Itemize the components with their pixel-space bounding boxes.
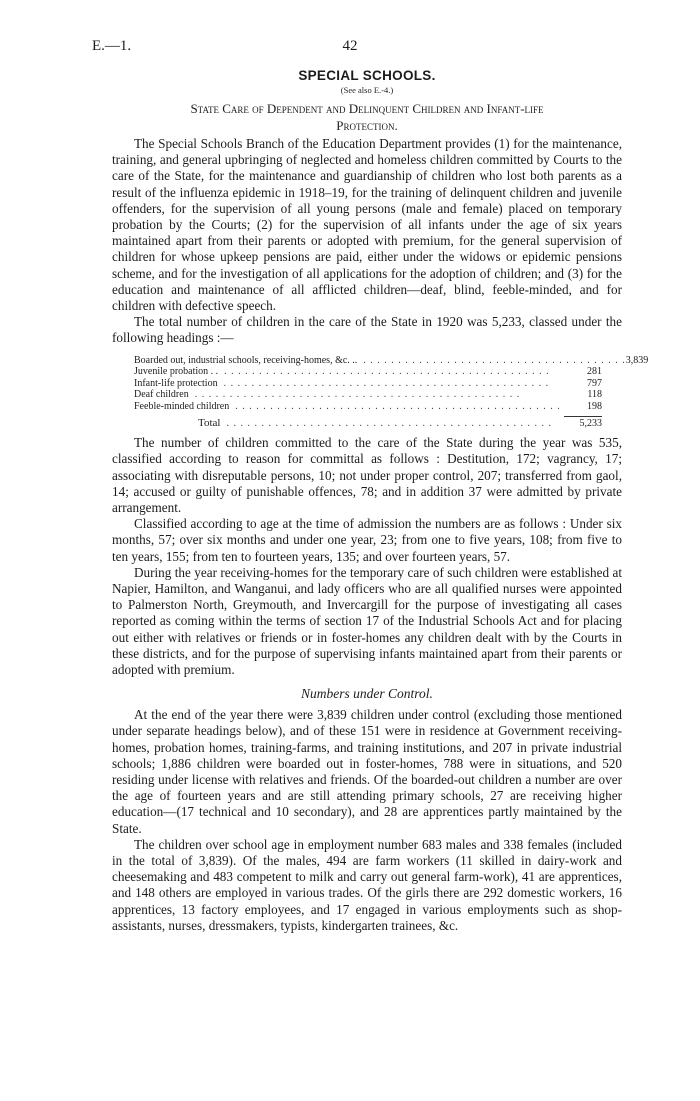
table-row-value: 198: [587, 401, 602, 413]
paragraph-total-children: The total number of children in the care of the State in 1920 was 5,233, classed under the following headings :—: [112, 314, 622, 346]
table-row: [134, 354, 649, 367]
table-total-row: [134, 418, 602, 430]
page-header-code: E.—1.: [92, 38, 132, 54]
see-also-note: (See also E.-4.): [340, 85, 394, 95]
subtitle-line-2: Protection.: [336, 118, 398, 133]
section-heading: Numbers under Control.: [301, 686, 433, 702]
table-row-label: Deaf children: [134, 389, 189, 401]
paragraph-branch-provisions: The Special Schools Branch of the Education Department provides (1) for the maintenance, training, and general upbringing of neglected and homeless children committed by Courts to the care of the State, for the maintenance and guardianship of children who lost both parents as a result of the influenza epidemic in 1918–19, for the training of delinquent children and juvenile offenders, for the supervision of all young persons (male and female) placed on temporary probation by the Courts; (2) for the supervision of all infants under the age of six years maintained apart from their parents or adopted with premium, for the general supervision of children for whose upkeep pensions are paid, either under the widows or epidemic pensions scheme, and for the investigation of all applications for the adoption of children; and (3) for the education and maintenance of all afflicted children—deaf, blind, feeble-minded, and for children with defective speech.: [112, 136, 622, 314]
table-row-value: 3,839: [625, 354, 649, 366]
paragraph-numbers-under-control: At the end of the year there were 3,839 children under control (excluding those mentioned under separate headings below), and of these 151 were in residence at Government receiving-homes, probation homes, training-farms, and training institutions, and 207 in private industrial schools; 1,886 children were boarded out in foster-homes, 788 were in situations, and 520 residing under license with relatives and friends. Of the boarded-out children a number are over the age of fourteen years and are still attending primary schools, 27 are receiving higher education—(17 technical and 10 secondary), and 28 are apprentices partly maintained by the State.: [112, 707, 622, 836]
paragraph-age-classification: Classified according to age at the time of admission the numbers are as follows : Under six months, 57; over six months and under one year, 23; from one to five years, 108; from five to ten years, 155; from ten to fourteen years, 135; and over fourteen years, 57.: [112, 516, 622, 564]
page-number: 42: [342, 38, 358, 54]
table-row-value: 797: [587, 377, 602, 389]
leader-dots: . . . . . . . . . . . . . . . . . . . . . . . . . . . . . . . . . . . . . . . . . . . . . . .: [235, 401, 561, 413]
children-headings-table: [134, 354, 649, 430]
leader-dots: . . . . . . . . . . . . . . . . . . . . . . . . . . . . . . . . . . . . . .: [363, 354, 626, 366]
leader-dots: . . . . . . . . . . . . . . . . . . . . . . . . . . . . . . . . . . . . . . . . . . . . . . .: [194, 389, 521, 401]
page-title: SPECIAL SCHOOLS.: [298, 68, 436, 83]
paragraph-employment: The children over school age in employment number 683 males and 338 females (included in the total of 3,839). Of the males, 494 are farm workers (11 skilled in dairy-work and cheesemaking and 483 competent to milk and carry out general farm-work), 41 are apprentices, and 148 others are employed in various trades. Of the girls there are 292 domestic workers, 16 apprentices, 13 factory employees, and 17 engaged in various employments such as shop-assistants, nurses, dressmakers, typists, kindergarten trainees, &c.: [112, 836, 622, 933]
table-row-value: 281: [587, 366, 602, 378]
table-row-label: Feeble-minded children: [134, 401, 230, 413]
total-value: 5,233: [579, 417, 602, 429]
leader-dots: . . . . . . . . . . . . . . . . . . . . . . . . . . . . . . . . . . . . . . . . . . . . . . .: [223, 377, 550, 389]
table-row-value: 118: [587, 389, 602, 401]
table-row: [134, 389, 602, 401]
table-row-label: Infant-life protection: [134, 377, 218, 389]
table-row-label: Boarded out, industrial schools, receiving-homes, &c. ..: [134, 354, 358, 366]
leader-dots: . . . . . . . . . . . . . . . . . . . . . . . . . . . . . . . . . . . . . . . . . . . . . . .: [226, 417, 552, 429]
table-row: [134, 378, 602, 390]
leader-dots: . . . . . . . . . . . . . . . . . . . . . . . . . . . . . . . . . . . . . . . . . . . . . . .: [224, 366, 550, 378]
table-row-label: Juvenile probation . .: [134, 366, 219, 378]
section-subtitle: [112, 100, 622, 134]
table-row: [134, 401, 602, 413]
page-body: [112, 66, 649, 934]
subtitle-line-1: State Care of Dependent and Delinquent Children and Infant-life: [190, 101, 544, 116]
paragraph-committals: The number of children committed to the care of the State during the year was 535, classified according to reason for committal as follows : Destitution, 172; vagrancy, 17; associating with disreputable persons, 10; not under proper control, 207; transferred from gaol, 14; accused or guilty of punishable offences, 78; and in addition 37 were admitted by private arrangement.: [112, 435, 622, 516]
table-row: [134, 366, 602, 378]
total-label: Total: [198, 416, 221, 429]
paragraph-receiving-homes: During the year receiving-homes for the temporary care of such children were established at Napier, Hamilton, and Wanganui, and lady officers who are all qualified nurses were appointed to Palmerston North, Greymouth, and Invercargill for the purpose of investigating all cases reported as coming within the terms of section 17 of the Industrial Schools Act and for placing out either with relatives or friends or in foster-homes any children dealt with by the Courts in these districts, and for the purpose of supervising infants maintained apart from their parents or adopted with premium.: [112, 564, 622, 678]
